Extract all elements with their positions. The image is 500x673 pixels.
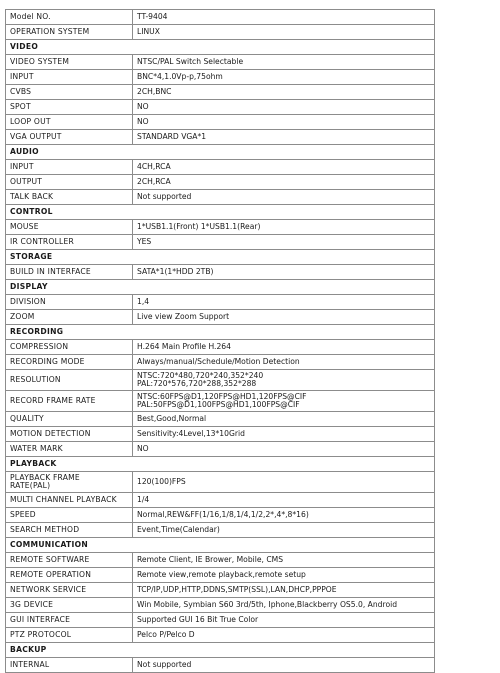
spec-value: LINUX xyxy=(137,27,160,36)
spec-value-cell xyxy=(133,310,435,325)
section-header: RECORDING xyxy=(6,325,435,340)
spec-row xyxy=(6,70,435,85)
spec-value-cell xyxy=(133,598,435,613)
spec-label-cell xyxy=(6,412,133,427)
section-header: PLAYBACK xyxy=(6,457,435,472)
spec-label-cell xyxy=(6,55,133,70)
spec-label-cell xyxy=(6,523,133,538)
spec-label: QUALITY xyxy=(10,414,44,423)
spec-value-cell xyxy=(133,265,435,280)
spec-value: SATA*1(1*HDD 2TB) xyxy=(137,267,214,276)
spec-label-cell xyxy=(6,115,133,130)
spec-row xyxy=(6,472,435,493)
spec-label-cell xyxy=(6,295,133,310)
spec-value-cell xyxy=(133,85,435,100)
spec-label-cell xyxy=(6,190,133,205)
spec-label: PTZ PROTOCOL xyxy=(10,630,72,639)
spec-label: NETWORK SERVICE xyxy=(10,585,87,594)
spec-value-cell xyxy=(133,391,435,412)
spec-row xyxy=(6,190,435,205)
spec-row xyxy=(6,310,435,325)
spec-row xyxy=(6,265,435,280)
spec-row xyxy=(6,628,435,643)
spec-value-cell xyxy=(133,355,435,370)
section-header: DISPLAY xyxy=(6,280,435,295)
spec-value: Win Mobile, Symbian S60 3rd/5th, Iphone,Blackberry OS5.0, Android xyxy=(137,600,398,609)
spec-value-line2: PAL:720*576,720*288,352*288 xyxy=(137,379,257,388)
spec-table xyxy=(5,9,435,673)
spec-value: NTSC/PAL Switch Selectable xyxy=(137,57,244,66)
spec-value-cell xyxy=(133,493,435,508)
spec-value-cell xyxy=(133,427,435,442)
spec-label: REMOTE OPERATION xyxy=(10,570,92,579)
spec-label-cell xyxy=(6,583,133,598)
spec-row xyxy=(6,598,435,613)
section-header: COMMUNICATION xyxy=(6,538,435,553)
spec-label-cell xyxy=(6,220,133,235)
spec-value: TCP/IP,UDP,HTTP,DDNS,SMTP(SSL),LAN,DHCP,PPPOE xyxy=(137,585,337,594)
spec-row xyxy=(6,613,435,628)
spec-label-cell xyxy=(6,130,133,145)
spec-label-cell xyxy=(6,391,133,412)
spec-value: Best,Good,Normal xyxy=(137,414,207,423)
spec-value-cell xyxy=(133,295,435,310)
spec-value-cell xyxy=(133,412,435,427)
spec-value-cell xyxy=(133,568,435,583)
spec-row xyxy=(6,658,435,673)
spec-label-cell xyxy=(6,613,133,628)
spec-row xyxy=(6,295,435,310)
spec-row xyxy=(6,553,435,568)
spec-label-cell xyxy=(6,310,133,325)
spec-row xyxy=(6,370,435,391)
spec-row xyxy=(6,412,435,427)
spec-value-cell xyxy=(133,160,435,175)
spec-row xyxy=(6,25,435,40)
spec-label: BUILD IN INTERFACE xyxy=(10,267,91,276)
section-header: BACKUP xyxy=(6,643,435,658)
spec-label: Model NO. xyxy=(10,12,51,21)
spec-row xyxy=(6,175,435,190)
spec-value: Not supported xyxy=(137,192,192,201)
spec-row xyxy=(6,100,435,115)
spec-value-cell xyxy=(133,553,435,568)
spec-value: Remote view,remote playback,remote setup xyxy=(137,570,306,579)
spec-label-cell xyxy=(6,175,133,190)
section-header-row xyxy=(6,457,435,472)
section-header-row xyxy=(6,40,435,55)
spec-label: WATER MARK xyxy=(10,444,63,453)
spec-value: STANDARD VGA*1 xyxy=(137,132,207,141)
spec-label: INPUT xyxy=(10,162,34,171)
spec-label-cell xyxy=(6,472,133,493)
spec-value-cell xyxy=(133,190,435,205)
spec-value-cell xyxy=(133,583,435,598)
spec-value: 1,4 xyxy=(137,297,150,306)
section-header-row xyxy=(6,538,435,553)
spec-row xyxy=(6,235,435,250)
spec-value-cell xyxy=(133,508,435,523)
spec-label-cell xyxy=(6,508,133,523)
spec-value: NO xyxy=(137,444,149,453)
section-header-row xyxy=(6,145,435,160)
spec-row xyxy=(6,355,435,370)
spec-value: Not supported xyxy=(137,660,192,669)
spec-value: 4CH,RCA xyxy=(137,162,171,171)
spec-label: GUI INTERFACE xyxy=(10,615,71,624)
spec-row xyxy=(6,523,435,538)
spec-value-cell xyxy=(133,70,435,85)
section-header: AUDIO xyxy=(6,145,435,160)
spec-row xyxy=(6,508,435,523)
spec-row xyxy=(6,130,435,145)
spec-label-cell xyxy=(6,265,133,280)
spec-label-cell xyxy=(6,427,133,442)
spec-label-cell xyxy=(6,628,133,643)
spec-row xyxy=(6,583,435,598)
spec-value: Always/manual/Schedule/Motion Detection xyxy=(137,357,300,366)
spec-row xyxy=(6,442,435,457)
spec-label: SEARCH METHOD xyxy=(10,525,80,534)
spec-row xyxy=(6,160,435,175)
spec-value: 1/4 xyxy=(137,495,150,504)
spec-label-cell xyxy=(6,370,133,391)
spec-row xyxy=(6,55,435,70)
spec-label: MULTI CHANNEL PLAYBACK xyxy=(10,495,117,504)
spec-value-cell xyxy=(133,613,435,628)
spec-row xyxy=(6,10,435,25)
spec-value: NTSC:720*480,720*240,352*240 xyxy=(137,371,264,380)
spec-label-cell xyxy=(6,568,133,583)
spec-table-body xyxy=(6,10,435,673)
spec-row xyxy=(6,391,435,412)
spec-label-cell xyxy=(6,160,133,175)
spec-value-cell xyxy=(133,523,435,538)
spec-label: PLAYBACK FRAME xyxy=(10,473,80,482)
spec-value: Normal,REW&FF(1/16,1/8,1/4,1/2,2*,4*,8*16) xyxy=(137,510,309,519)
spec-label: VGA OUTPUT xyxy=(10,132,62,141)
spec-label-line2: RATE(PAL) xyxy=(10,481,51,490)
spec-label-cell xyxy=(6,442,133,457)
spec-value: Live view Zoom Support xyxy=(137,312,230,321)
spec-value-cell xyxy=(133,235,435,250)
spec-value-cell xyxy=(133,472,435,493)
spec-value-cell xyxy=(133,115,435,130)
spec-label: ZOOM xyxy=(10,312,35,321)
spec-label: INPUT xyxy=(10,72,34,81)
spec-value: TT-9404 xyxy=(137,12,168,21)
spec-label-cell xyxy=(6,658,133,673)
spec-value-cell xyxy=(133,370,435,391)
section-header-row xyxy=(6,643,435,658)
spec-label: CVBS xyxy=(10,87,32,96)
spec-label: RECORD FRAME RATE xyxy=(10,396,96,405)
spec-value: YES xyxy=(137,237,152,246)
spec-value: NTSC:60FPS@D1,120FPS@HD1,120FPS@CIF xyxy=(137,392,307,401)
spec-value: Remote Client, IE Brower, Mobile, CMS xyxy=(137,555,284,564)
spec-label-cell xyxy=(6,100,133,115)
spec-row xyxy=(6,568,435,583)
spec-label: COMPRESSION xyxy=(10,342,69,351)
spec-label-cell xyxy=(6,493,133,508)
spec-row xyxy=(6,115,435,130)
spec-label-cell xyxy=(6,235,133,250)
section-header-row xyxy=(6,280,435,295)
spec-label: 3G DEVICE xyxy=(10,600,54,609)
spec-value-cell xyxy=(133,220,435,235)
spec-value-cell xyxy=(133,25,435,40)
spec-row xyxy=(6,220,435,235)
spec-value-cell xyxy=(133,628,435,643)
section-header-row xyxy=(6,250,435,265)
spec-label: OUTPUT xyxy=(10,177,43,186)
spec-label-cell xyxy=(6,598,133,613)
section-header: CONTROL xyxy=(6,205,435,220)
spec-label: MOTION DETECTION xyxy=(10,429,91,438)
spec-label: LOOP OUT xyxy=(10,117,51,126)
spec-value: 1*USB1.1(Front) 1*USB1.1(Rear) xyxy=(137,222,261,231)
spec-value-cell xyxy=(133,658,435,673)
spec-label: SPEED xyxy=(10,510,36,519)
spec-value-cell xyxy=(133,442,435,457)
spec-label-cell xyxy=(6,340,133,355)
spec-label-cell xyxy=(6,25,133,40)
spec-label-cell xyxy=(6,355,133,370)
section-header-row xyxy=(6,205,435,220)
spec-value-cell xyxy=(133,10,435,25)
spec-value: BNC*4,1.0Vp-p,75ohm xyxy=(137,72,223,81)
spec-row xyxy=(6,427,435,442)
section-header: STORAGE xyxy=(6,250,435,265)
spec-label: RESOLUTION xyxy=(10,375,61,384)
spec-value: NO xyxy=(137,102,149,111)
spec-value: NO xyxy=(137,117,149,126)
spec-value: 2CH,BNC xyxy=(137,87,172,96)
spec-value-cell xyxy=(133,340,435,355)
spec-label: DIVISION xyxy=(10,297,46,306)
spec-label: MOUSE xyxy=(10,222,39,231)
spec-label: SPOT xyxy=(10,102,31,111)
spec-value-cell xyxy=(133,130,435,145)
spec-value: H.264 Main Profile H.264 xyxy=(137,342,231,351)
spec-label-cell xyxy=(6,553,133,568)
spec-value: Pelco P/Pelco D xyxy=(137,630,195,639)
spec-label-cell xyxy=(6,85,133,100)
spec-label: INTERNAL xyxy=(10,660,50,669)
spec-value-line2: PAL:50FPS@D1,100FPS@HD1,100FPS@CIF xyxy=(137,400,300,409)
spec-value: 2CH,RCA xyxy=(137,177,171,186)
section-header: VIDEO xyxy=(6,40,435,55)
spec-label: IR CONTROLLER xyxy=(10,237,74,246)
spec-row xyxy=(6,85,435,100)
spec-value-cell xyxy=(133,55,435,70)
spec-row xyxy=(6,493,435,508)
spec-label-cell xyxy=(6,70,133,85)
spec-value: Sensitivity:4Level,13*10Grid xyxy=(137,429,245,438)
spec-row xyxy=(6,340,435,355)
section-header-row xyxy=(6,325,435,340)
spec-label: RECORDING MODE xyxy=(10,357,85,366)
spec-label: TALK BACK xyxy=(10,192,54,201)
spec-label-cell xyxy=(6,10,133,25)
spec-value: 120(100)FPS xyxy=(137,477,186,486)
spec-value: Event,Time(Calendar) xyxy=(137,525,220,534)
spec-value-cell xyxy=(133,175,435,190)
spec-label: REMOTE SOFTWARE xyxy=(10,555,90,564)
spec-label: VIDEO SYSTEM xyxy=(10,57,70,66)
spec-label: OPERATION SYSTEM xyxy=(10,27,90,36)
spec-value-cell xyxy=(133,100,435,115)
spec-value: Supported GUI 16 Bit True Color xyxy=(137,615,259,624)
